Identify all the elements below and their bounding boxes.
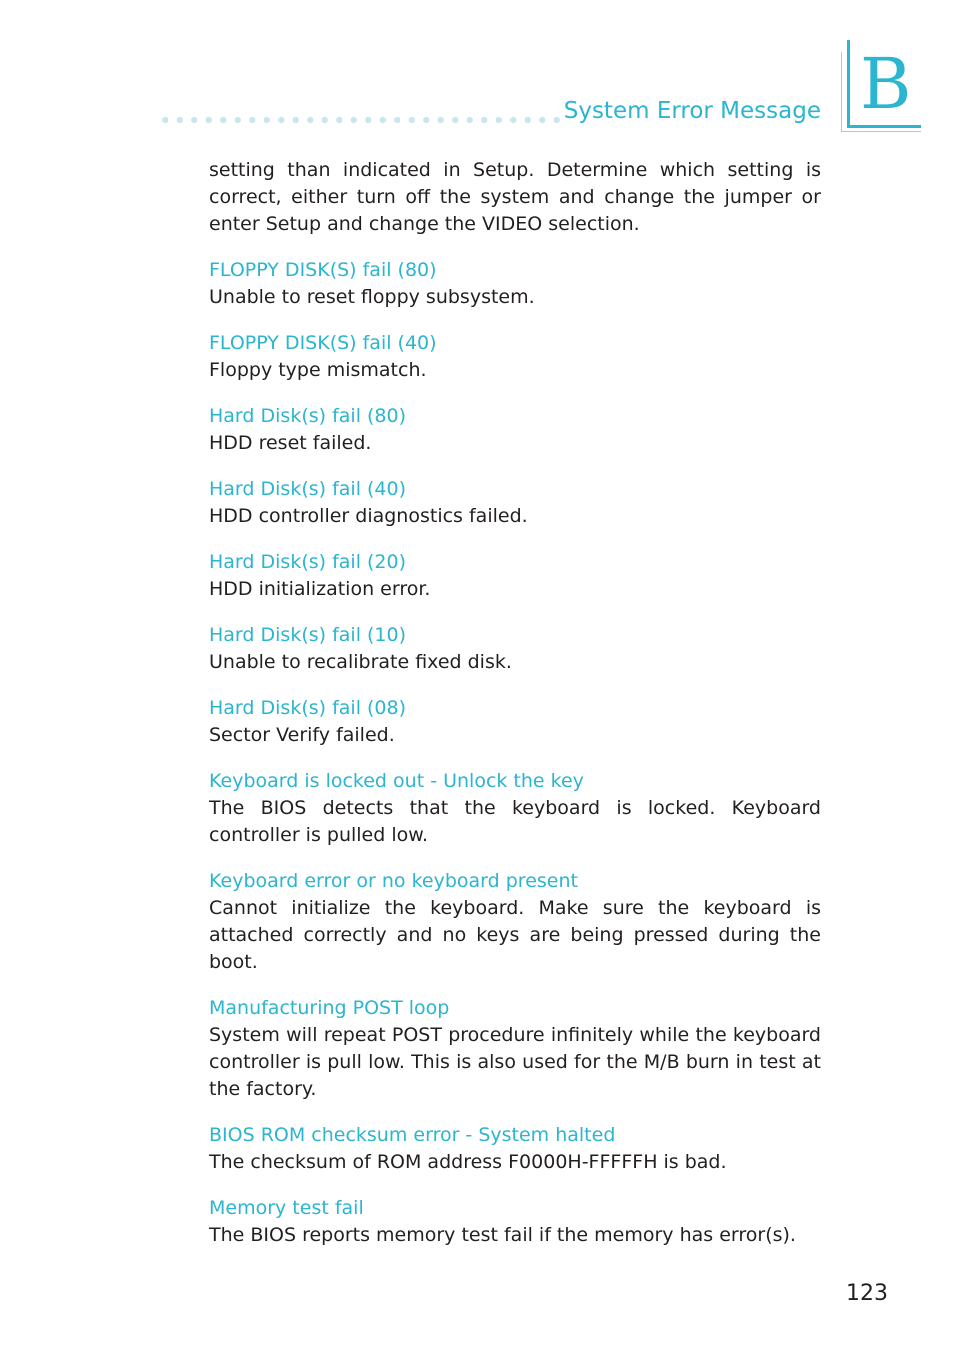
error-entry [209, 257, 821, 311]
error-entry [209, 403, 821, 457]
error-title: Hard Disk(s) fail (08) [209, 697, 407, 719]
appendix-tab-border [841, 52, 842, 132]
error-entry [209, 330, 821, 384]
error-title: Hard Disk(s) fail (10) [209, 624, 407, 646]
error-description: Cannot initialize the keyboard. Make sure the keyboard is attached correctly and no keys are being pressed during the boot. [209, 897, 821, 973]
section-title: System Error Message [563, 98, 821, 124]
error-title: Manufacturing POST loop [209, 997, 450, 1019]
error-description: HDD reset failed. [209, 432, 372, 454]
appendix-tab [841, 40, 921, 132]
error-title: FLOPPY DISK(S) fail (80) [209, 259, 437, 281]
error-entry [209, 995, 821, 1103]
error-description: Floppy type mismatch. [209, 359, 427, 381]
error-entry [209, 695, 821, 749]
error-title: Memory test fail [209, 1197, 364, 1219]
error-description: The checksum of ROM address F0000H-FFFFFH is bad. [209, 1151, 727, 1173]
header-dotted-rule [158, 116, 562, 124]
error-description: System will repeat POST procedure infinitely while the keyboard controller is pull low. This is also used for the M/B burn in test at the factory. [209, 1024, 821, 1100]
error-entry [209, 768, 821, 849]
error-entry [209, 1122, 821, 1176]
error-entry [209, 476, 821, 530]
page-number: 123 [846, 1281, 888, 1306]
error-title: BIOS ROM checksum error - System halted [209, 1124, 616, 1146]
error-description: Unable to reset floppy subsystem. [209, 286, 535, 308]
appendix-tab-border [841, 131, 921, 132]
error-entry [209, 622, 821, 676]
intro-paragraph: setting than indicated in Setup. Determine which setting is correct, either turn off the system and change the jumper or enter Setup and change the VIDEO selection. [209, 159, 821, 235]
error-description: HDD initialization error. [209, 578, 431, 600]
page-content [209, 157, 821, 1268]
appendix-tab-border [847, 125, 921, 128]
error-description: The BIOS detects that the keyboard is locked. Keyboard controller is pulled low. [209, 797, 821, 846]
error-entry [209, 1195, 821, 1249]
error-title: Keyboard is locked out - Unlock the key [209, 770, 584, 792]
error-entry [209, 868, 821, 976]
error-description: Unable to recalibrate fixed disk. [209, 651, 512, 673]
error-title: Hard Disk(s) fail (80) [209, 405, 407, 427]
error-description: The BIOS reports memory test fail if the memory has error(s). [209, 1224, 796, 1246]
error-title: Hard Disk(s) fail (40) [209, 478, 407, 500]
error-entry [209, 549, 821, 603]
appendix-tab-border [847, 40, 850, 128]
error-title: Hard Disk(s) fail (20) [209, 551, 407, 573]
appendix-letter: B [860, 43, 912, 125]
error-description: HDD controller diagnostics failed. [209, 505, 528, 527]
error-title: Keyboard error or no keyboard present [209, 870, 578, 892]
error-description: Sector Verify failed. [209, 724, 395, 746]
error-title: FLOPPY DISK(S) fail (40) [209, 332, 437, 354]
